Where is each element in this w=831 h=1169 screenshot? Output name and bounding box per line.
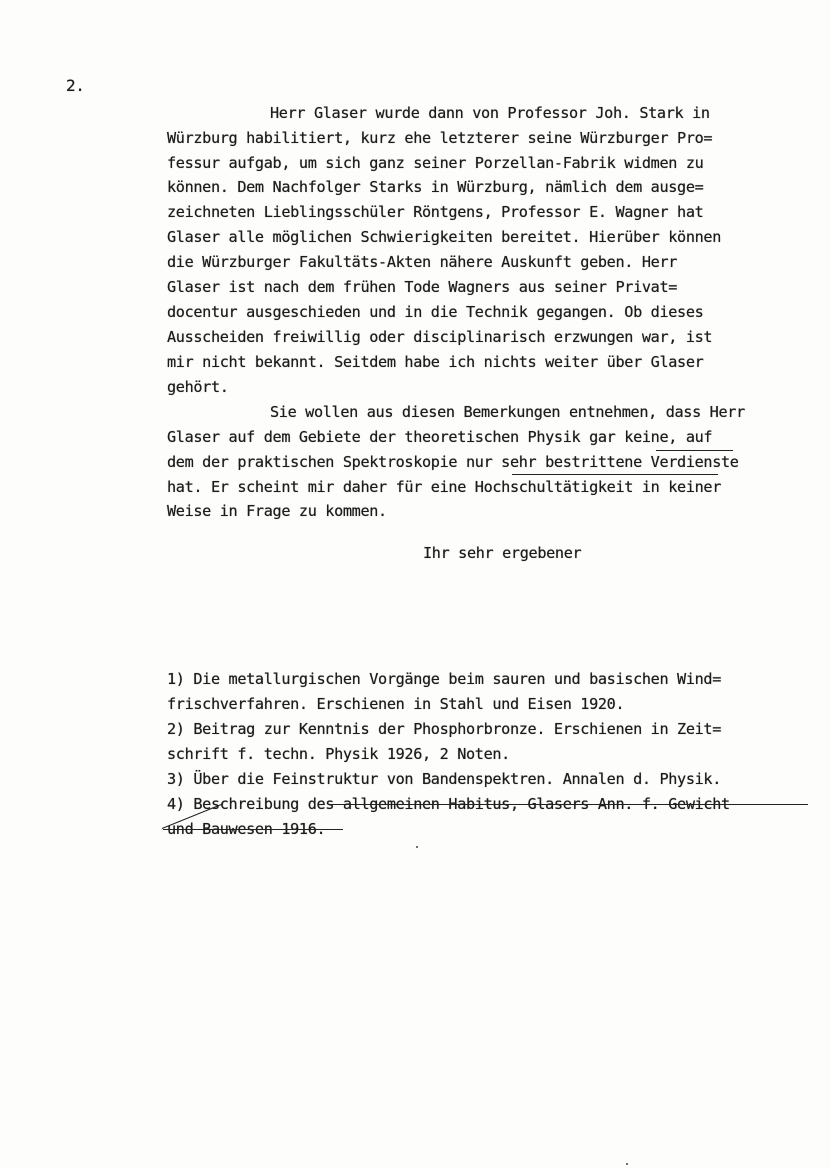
- footnote-line: 4) Beschreibung des allgemeinen Habitus, Glasers Ann. f. Gewicht: [167, 795, 730, 813]
- body-line: Glaser auf dem Gebiete der theoretischen Physik gar keine, auf: [167, 428, 713, 446]
- footnote-line: 2) Beitrag zur Kenntnis der Phosphorbronze. Erschienen in Zeit=: [167, 720, 722, 738]
- body-line: Würzburg habilitiert, kurz ehe letzterer seine Würzburger Pro=: [167, 129, 713, 147]
- body-line: Herr Glaser wurde dann von Professor Joh. Stark in: [270, 104, 710, 122]
- strikethrough-footnote-4: [328, 804, 808, 805]
- body-line: Glaser alle möglichen Schwierigkeiten bereitet. Hierüber können: [167, 228, 722, 246]
- body-line: zeichneten Lieblingsschüler Röntgens, Professor E. Wagner hat: [167, 203, 704, 221]
- body-line: Ausscheiden freiwillig oder disciplinarisch erzwungen war, ist: [167, 328, 713, 346]
- paper-speck: [416, 846, 418, 848]
- underline-gar-keine: [656, 450, 733, 451]
- underline-nur-sehr-bestrittene: [512, 474, 718, 475]
- footnote-line: und Bauwesen 1916.: [167, 820, 326, 838]
- body-line: die Würzburger Fakultäts-Akten nähere Auskunft geben. Herr: [167, 253, 678, 271]
- body-line: gehört.: [167, 378, 229, 396]
- footnote-line: 1) Die metallurgischen Vorgänge beim sauren und basischen Wind=: [167, 670, 722, 688]
- footnote-line: 3) Über die Feinstruktur von Bandenspektren. Annalen d. Physik.: [167, 770, 722, 788]
- body-line: Glaser ist nach dem frühen Tode Wagners aus seiner Privat=: [167, 278, 678, 296]
- body-line: Sie wollen aus diesen Bemerkungen entnehmen, dass Herr: [270, 403, 745, 421]
- body-line: können. Dem Nachfolger Starks in Würzburg, nämlich dem ausge=: [167, 178, 704, 196]
- page-number: 2.: [66, 76, 85, 95]
- strikethrough-footnote-4-cont: [163, 829, 343, 830]
- body-line: hat. Er scheint mir daher für eine Hochschultätigkeit in keiner: [167, 478, 722, 496]
- closing-salutation: Ihr sehr ergebener: [423, 544, 582, 562]
- footnote-line: frischverfahren. Erschienen in Stahl und Eisen 1920.: [167, 695, 625, 713]
- body-line: mir nicht bekannt. Seitdem habe ich nichts weiter über Glaser: [167, 353, 704, 371]
- footnote-line: schrift f. techn. Physik 1926, 2 Noten.: [167, 745, 510, 763]
- body-line: Weise in Frage zu kommen.: [167, 502, 387, 520]
- paper-speck: [626, 1163, 628, 1165]
- body-line: fessur aufgab, um sich ganz seiner Porzellan-Fabrik widmen zu: [167, 154, 704, 172]
- body-line: docentur ausgeschieden und in die Technik gegangen. Ob dieses: [167, 303, 704, 321]
- body-line: dem der praktischen Spektroskopie nur sehr bestrittene Verdienste: [167, 453, 739, 471]
